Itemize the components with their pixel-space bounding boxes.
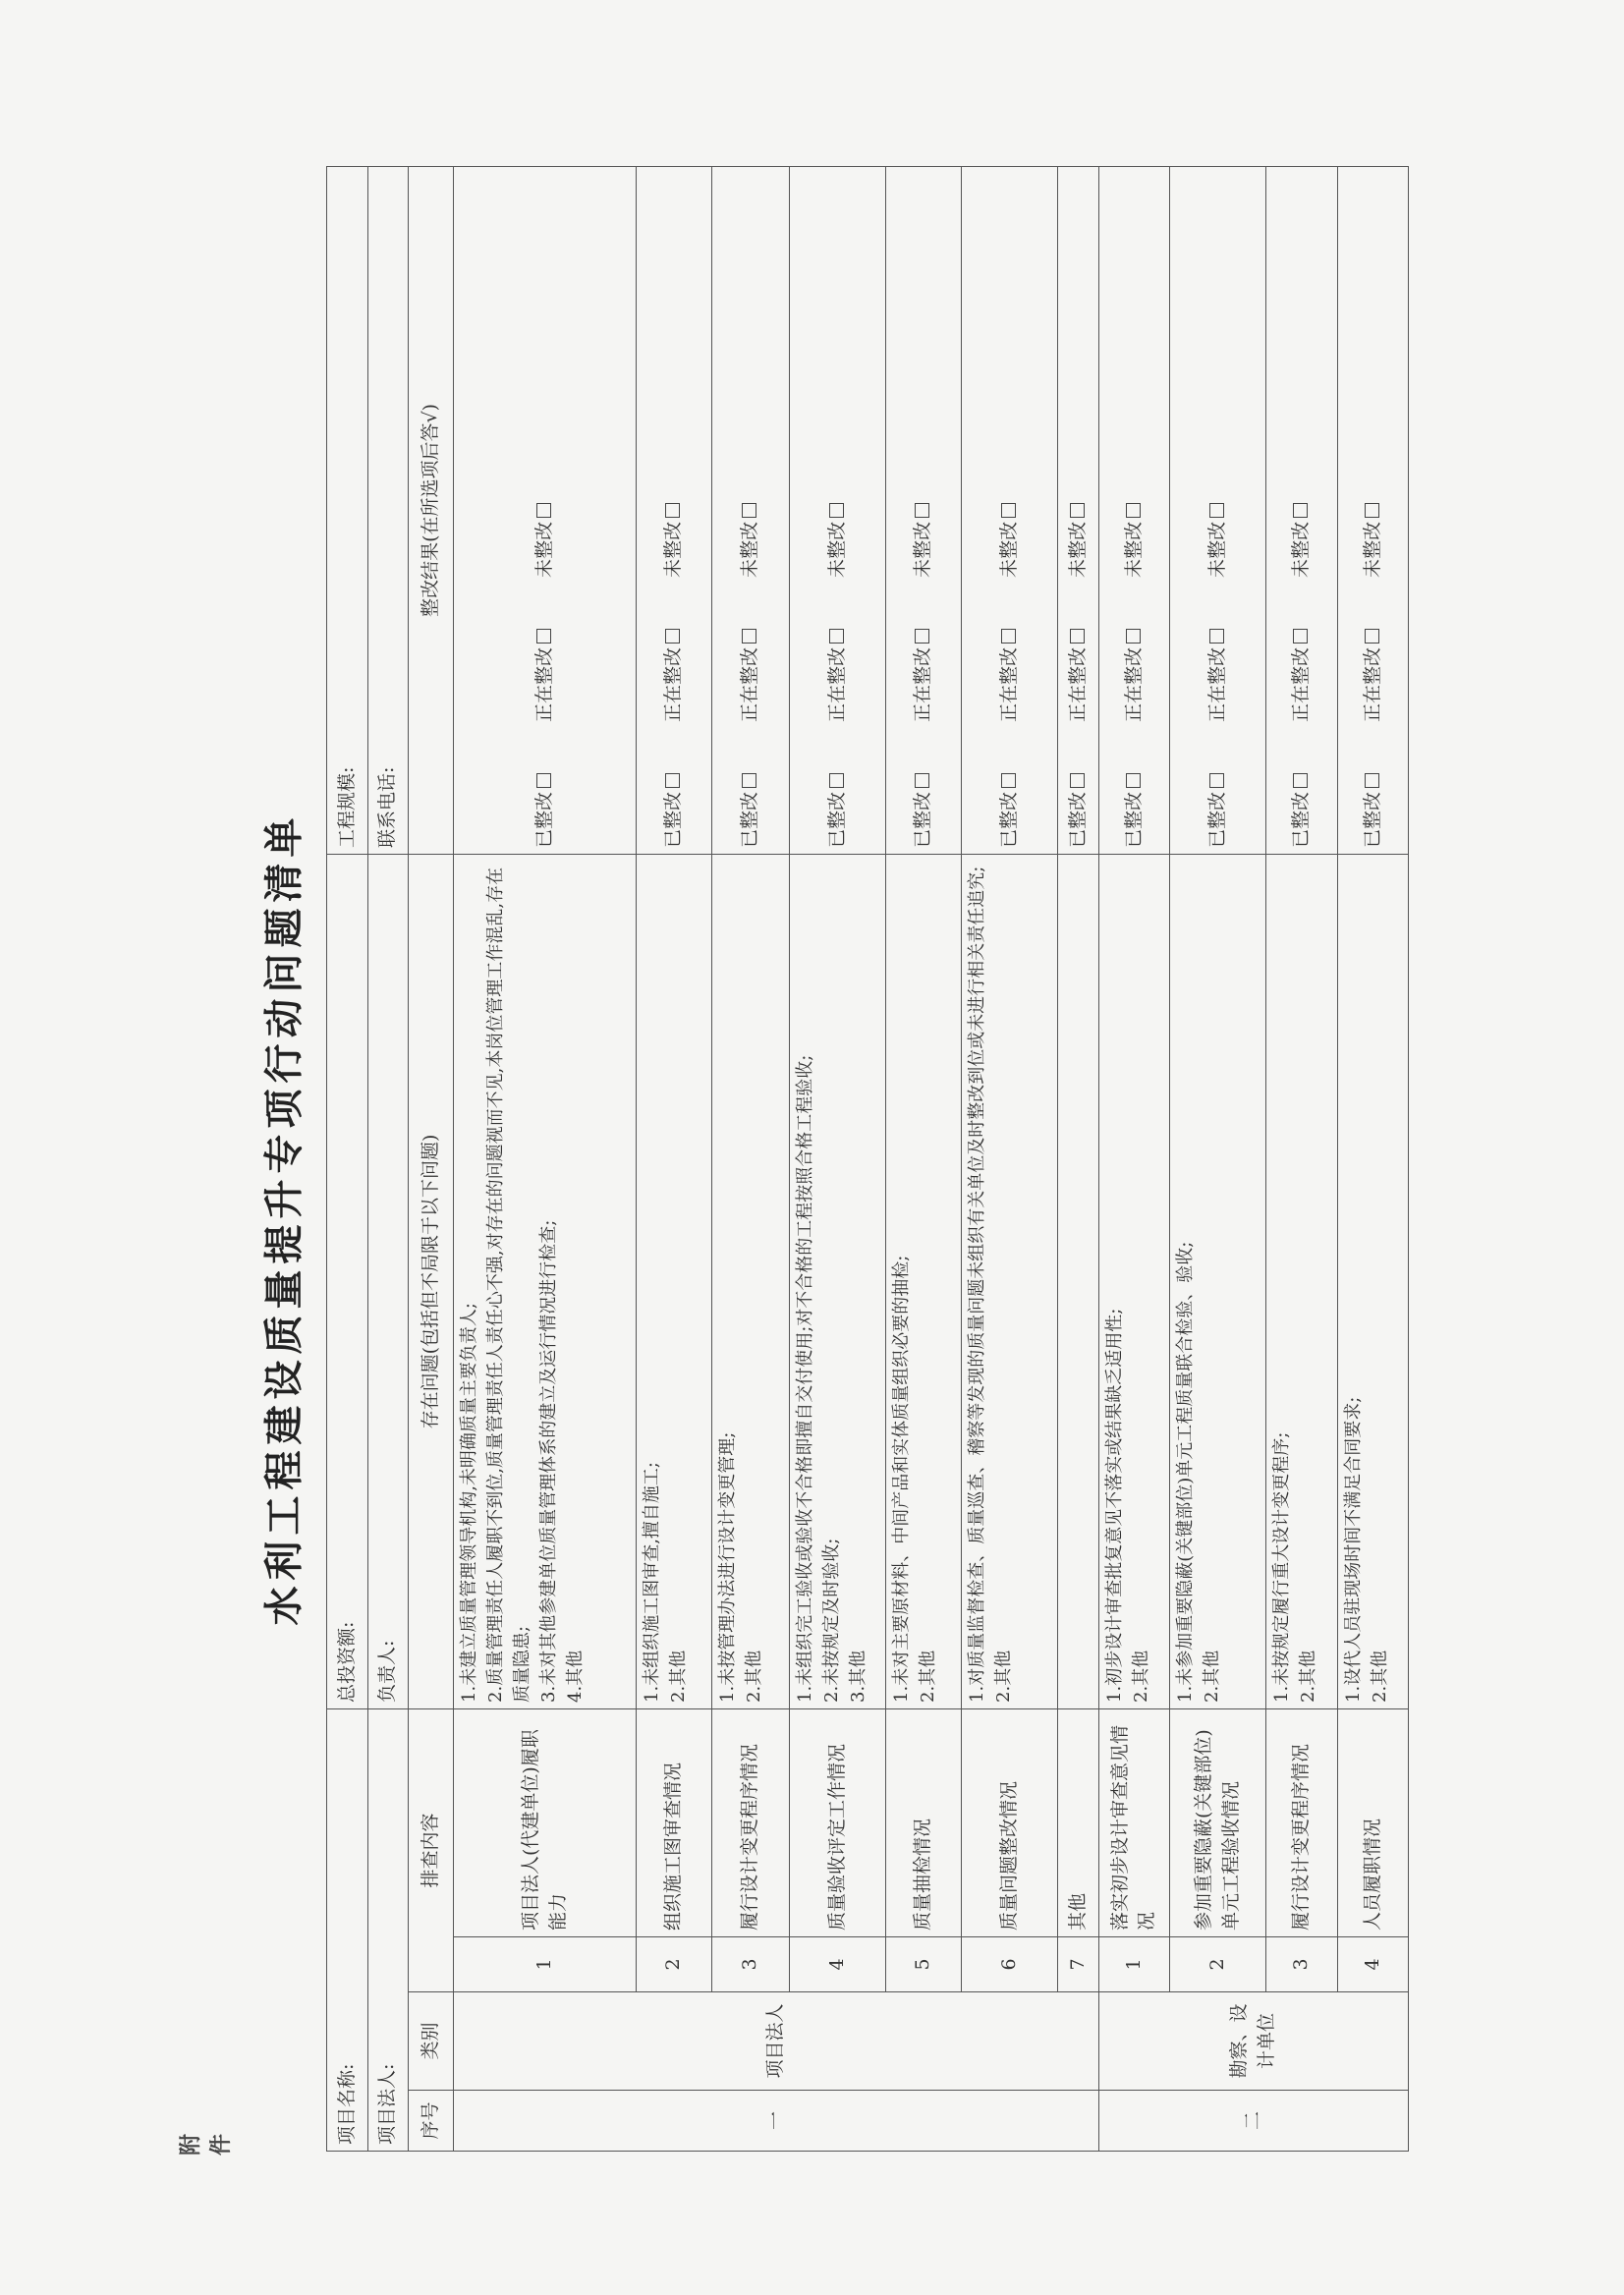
- row-number: 2: [1169, 1937, 1265, 1992]
- table-row: [1266, 166, 1337, 2151]
- checkbox-done[interactable]: [1365, 773, 1379, 788]
- row-issues: 1.设代人员驻现场时间不满足合同要求; 2.其他: [1337, 854, 1408, 1708]
- checkbox-doing[interactable]: [665, 629, 680, 644]
- checkbox-done[interactable]: [1293, 773, 1308, 788]
- col-result: 整改结果(在所选项后答√): [409, 166, 454, 854]
- row-item: 其他: [1058, 1708, 1099, 1936]
- row-issues: 1.未对主要原材料、中间产品和实体质量组织必要的抽检; 2.其他: [886, 854, 962, 1708]
- result-option-doing: 正在整改: [1205, 646, 1228, 722]
- row-result: [637, 166, 712, 854]
- table-row: [789, 166, 885, 2151]
- row-item: 组织施工图审查情况: [637, 1708, 712, 1936]
- row-issues: 1.未建立质量管理领导机构,未明确质量主要负责人; 2.质量管理责任人履职不到位,质量管理责任人责任心不强,对存在的问题视而不见,本岗位管理工作混乱,存在质量隐患; 3.未对其他参建单位质量管理体系的建立及运行情况进行检查; 4.其他: [454, 854, 637, 1708]
- result-option-not: 未整改: [912, 521, 934, 578]
- table-row: [1169, 166, 1265, 2151]
- row-item: 质量抽检情况: [886, 1708, 962, 1936]
- checkbox-doing[interactable]: [1209, 629, 1224, 644]
- row-item: 质量问题整改情况: [961, 1708, 1057, 1936]
- result-option-doing: 正在整改: [997, 646, 1020, 722]
- annex-label: 附件: [178, 2133, 234, 2155]
- col-seq: 序号: [409, 2091, 454, 2152]
- checkbox-doing[interactable]: [915, 629, 929, 644]
- row-result: [1058, 166, 1099, 854]
- result-option-not: 未整改: [825, 521, 848, 578]
- row-number: 4: [1337, 1937, 1408, 1992]
- col-issues: 存在问题(包括但不局限于以下问题): [409, 854, 454, 1708]
- scale-label: 工程规模:: [327, 166, 368, 854]
- result-option-done: 已整改: [1290, 791, 1313, 848]
- result-option-doing: 正在整改: [1122, 646, 1145, 722]
- result-option-done: 已整改: [1122, 791, 1145, 848]
- row-issues: 1.未组织施工图审查,擅自施工; 2.其他: [637, 854, 712, 1708]
- row-issues: 1.初步设计审查批复意见不落实或结果缺乏适用性; 2.其他: [1098, 854, 1169, 1708]
- rotated-table-container: [326, 167, 1409, 2152]
- row-number: 3: [1266, 1937, 1337, 1992]
- checkbox-done[interactable]: [742, 773, 756, 788]
- row-item: 项目法人(代建单位)履职能力: [454, 1708, 637, 1936]
- checkbox-done[interactable]: [1209, 773, 1224, 788]
- row-issues: 1.未按管理办法进行设计变更管理; 2.其他: [711, 854, 789, 1708]
- row-item: 人员履职情况: [1337, 1708, 1408, 1936]
- row-result: [1266, 166, 1337, 854]
- result-option-done: 已整改: [912, 791, 934, 848]
- row-item: 履行设计变更程序情况: [1266, 1708, 1337, 1936]
- row-number: 7: [1058, 1937, 1099, 1992]
- checkbox-done[interactable]: [1126, 773, 1141, 788]
- row-issues: [1058, 854, 1099, 1708]
- issue-table: [326, 166, 1409, 2152]
- checkbox-doing[interactable]: [742, 629, 756, 644]
- row-result: [961, 166, 1057, 854]
- legal-person-label: 项目法人:: [367, 1708, 409, 2151]
- row-issues: 1.未组织完工验收或验收不合格即擅自交付使用;对不合格的工程按照合格工程验收; 2.未按规定及时验收; 3.其他: [789, 854, 885, 1708]
- table-row: [1058, 166, 1099, 2151]
- row-issues: 1.对质量监督检查、质量巡查、稽察等发现的质量问题未组织有关单位及时整改到位或未进行相关责任追究; 2.其他: [961, 854, 1057, 1708]
- result-option-done: 已整改: [1361, 791, 1383, 848]
- result-option-not: 未整改: [738, 521, 760, 578]
- col-category: 类别: [409, 1992, 454, 2091]
- table-row: [1098, 166, 1169, 2151]
- group-category: 勘察、设计单位: [1098, 1992, 1408, 2091]
- result-option-doing: 正在整改: [1361, 646, 1383, 722]
- checkbox-done[interactable]: [915, 773, 929, 788]
- group-seq: 一: [454, 2091, 1099, 2152]
- result-option-doing: 正在整改: [532, 646, 555, 722]
- group-category: 项目法人: [454, 1992, 1099, 2091]
- row-result: [1169, 166, 1265, 854]
- row-number: 3: [711, 1937, 789, 1992]
- table-row: [1337, 166, 1408, 2151]
- group-seq: 二: [1098, 2091, 1408, 2152]
- responsible-label: 负责人:: [367, 854, 409, 1708]
- row-number: 5: [886, 1937, 962, 1992]
- result-option-not: 未整改: [997, 521, 1020, 578]
- checkbox-not[interactable]: [1126, 503, 1141, 518]
- checkbox-doing[interactable]: [829, 629, 844, 644]
- row-item: 参加重要隐蔽(关键部位)单元工程验收情况: [1169, 1708, 1265, 1936]
- checkbox-not[interactable]: [536, 503, 551, 518]
- checkbox-doing[interactable]: [1001, 629, 1016, 644]
- result-option-doing: 正在整改: [1290, 646, 1313, 722]
- result-option-not: 未整改: [1290, 521, 1313, 578]
- checkbox-not[interactable]: [915, 503, 929, 518]
- result-option-not: 未整改: [662, 521, 685, 578]
- project-name-label: 项目名称:: [327, 1708, 368, 2151]
- result-option-doing: 正在整改: [912, 646, 934, 722]
- title-wrap: [259, 688, 308, 1749]
- row-issues: 1.未参加重要隐蔽(关键部位)单元工程质量联合检验、验收; 2.其他: [1169, 854, 1265, 1708]
- table-row: [711, 166, 789, 2151]
- row-item: 质量验收评定工作情况: [789, 1708, 885, 1936]
- checkbox-not[interactable]: [1209, 503, 1224, 518]
- document-title: 水利工程建设质量提升专项行动问题清单: [260, 812, 308, 1625]
- row-issues: 1.未按规定履行重大设计变更程序; 2.其他: [1266, 854, 1337, 1708]
- row-number: 1: [1098, 1937, 1169, 1992]
- checkbox-not[interactable]: [1001, 503, 1016, 518]
- table-row: [637, 166, 712, 2151]
- result-option-done: 已整改: [1066, 791, 1089, 848]
- result-option-doing: 正在整改: [662, 646, 685, 722]
- checkbox-doing[interactable]: [1293, 629, 1308, 644]
- row-number: 2: [637, 1937, 712, 1992]
- row-item: 落实初步设计审查意见情况: [1098, 1708, 1169, 1936]
- row-result: [1098, 166, 1169, 854]
- header-row-legal: [367, 166, 409, 2151]
- row-item: 履行设计变更程序情况: [711, 1708, 789, 1936]
- checkbox-doing[interactable]: [1070, 629, 1085, 644]
- result-option-not: 未整改: [1122, 521, 1145, 578]
- row-number: 1: [454, 1937, 637, 1992]
- row-result: [711, 166, 789, 854]
- result-option-doing: 正在整改: [738, 646, 760, 722]
- result-option-doing: 正在整改: [1066, 646, 1089, 722]
- result-option-done: 已整改: [997, 791, 1020, 848]
- checkbox-done[interactable]: [1001, 773, 1016, 788]
- header-row-project: [327, 166, 368, 2151]
- result-option-done: 已整改: [662, 791, 685, 848]
- checkbox-doing[interactable]: [1126, 629, 1141, 644]
- col-item: 排查内容: [409, 1708, 454, 1991]
- table-row: [454, 166, 637, 2151]
- checkbox-not[interactable]: [665, 503, 680, 518]
- result-option-doing: 正在整改: [825, 646, 848, 722]
- checkbox-done[interactable]: [665, 773, 680, 788]
- phone-label: 联系电话:: [367, 166, 409, 854]
- checkbox-not[interactable]: [742, 503, 756, 518]
- result-option-not: 未整改: [532, 521, 555, 578]
- checkbox-done[interactable]: [829, 773, 844, 788]
- checkbox-done[interactable]: [536, 773, 551, 788]
- result-option-not: 未整改: [1066, 521, 1089, 578]
- row-result: [1337, 166, 1408, 854]
- result-option-done: 已整改: [738, 791, 760, 848]
- row-number: 6: [961, 1937, 1057, 1992]
- checkbox-done[interactable]: [1070, 773, 1085, 788]
- result-option-done: 已整改: [532, 791, 555, 848]
- checkbox-doing[interactable]: [1365, 629, 1379, 644]
- row-result: [789, 166, 885, 854]
- checkbox-not[interactable]: [1293, 503, 1308, 518]
- result-option-not: 未整改: [1205, 521, 1228, 578]
- checkbox-not[interactable]: [1070, 503, 1085, 518]
- row-result: [886, 166, 962, 854]
- row-result: [454, 166, 637, 854]
- row-number: 4: [789, 1937, 885, 1992]
- result-option-done: 已整改: [825, 791, 848, 848]
- checkbox-not[interactable]: [1365, 503, 1379, 518]
- table-row: [886, 166, 962, 2151]
- table-row: [961, 166, 1057, 2151]
- total-investment-label: 总投资额:: [327, 854, 368, 1708]
- column-header-row: [409, 166, 454, 2151]
- checkbox-not[interactable]: [829, 503, 844, 518]
- result-option-not: 未整改: [1361, 521, 1383, 578]
- result-option-done: 已整改: [1205, 791, 1228, 848]
- checkbox-doing[interactable]: [536, 629, 551, 644]
